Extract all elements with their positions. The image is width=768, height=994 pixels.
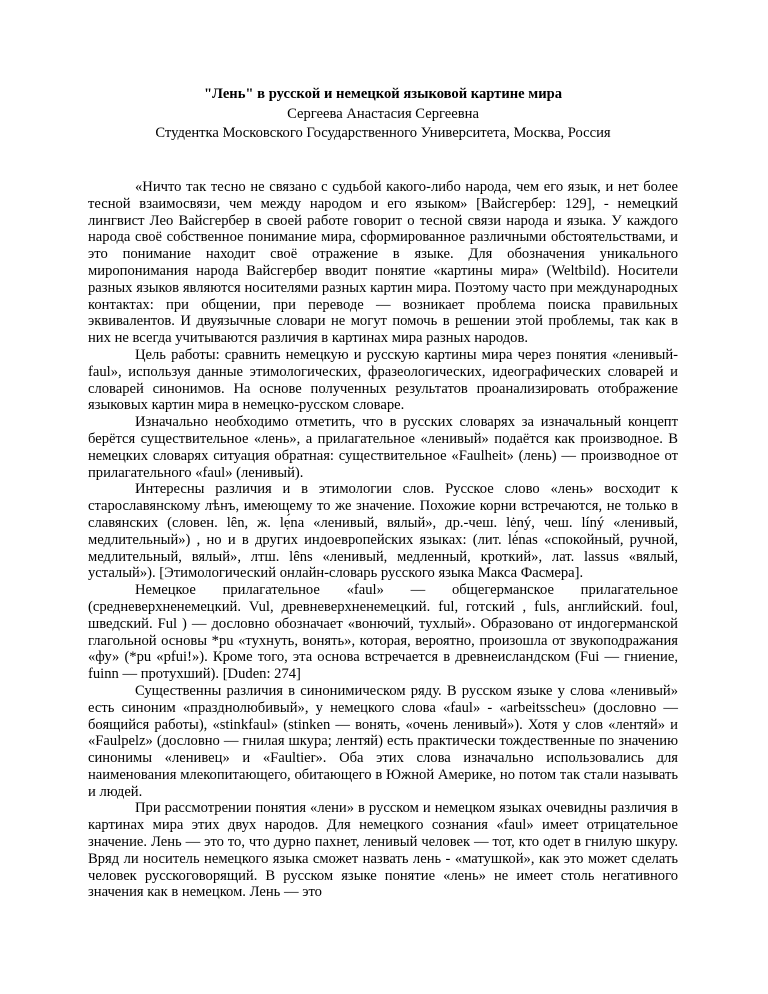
paragraph-etymology-russian: Интересны различия и в этимологии слов. Русское слово «лень» восходит к старославянскому лѣнъ, имеющему то же значение. Похожие корни встречаются, не только в славянских (словен. lȇn, ж. lẹ́na «ленивый, вялый», др.-чеш. lėný, чеш. líný «ленивый, медлительный») , но и в других индоевропейских языках: (лит. lė́nas «спокойный, ручной, медлительный, вялый», лтш. lȇns «ленивый, медленный, кроткий», лат. lassus «вялый, усталый»). [Этимологический онлайн-словарь русского языка Макса Фасмера].	[88, 481, 678, 582]
paragraph-synonyms: Существенны различия в синонимическом ряду. В русском языке у слова «ленивый» есть синоним «празднолюбивый», у немецкого слова «faul» - «arbeitsscheu» (дословно — боящийся работы), «stinkfaul» (stinken — вонять, «очень ленивый»). Хотя у слов «лентяй» и «Faulpelz» (дословно — гнилая шкура; лентяй) есть практически тождественные по значению синонимы «ленивец» и «Faultier». Оба этих слова изначально использовались для наименования млекопитающего, обитающего в Южной Америке, но потом так стали называть и людей.	[88, 682, 678, 800]
paragraph-intro: «Ничто так тесно не связано с судьбой какого-либо народа, чем его язык, и нет более тесной взаимосвязи, чем между народом и его языком» [Вайсгербер: 129], - немецкий лингвист Лео Вайсгербер в своей работе говорит о тесной связи народа и языка. У каждого народа своё собственное понимание мира, сформированное различными обстоятельствами, и это понимание находит своё отражение в языке. Для обозначения уникального миропонимания народа Вайсгербер вводит понятие «картины мира» (Weltbild). Носители разных языков являются носителями разных картин мира. Поэтому часто при международных контактах: при общении, при переводе — возникает проблема поиска правильных эквивалентов. И двуязычные словари не могут помочь в решении этой проблемы, так как в них не всегда учитываются различия в картинах мира разных народов.	[88, 179, 678, 347]
paper-header	[88, 85, 678, 144]
author-affiliation: Студентка Московского Государственного Университета, Москва, Россия	[155, 125, 611, 141]
paper-title: "Лень" в русской и немецкой языковой картине мира	[203, 86, 563, 102]
paragraph-etymology-german: Немецкое прилагательное «faul» — общегерманское прилагательное (средневерхненемецкий. Vul, древневерхненемецкий. ful, готский , fuls, английский. foul, шведский. Ful ) — дословно обозначает «вонючий, тухлый». Образовано от индогерманской глагольной основы *pu «тухнуть, вонять», которая, вероятно, произошла от звукоподражания «фу» (*pu «pfui!»). Кроме того, эта основа встречается в древнеисландском (Fui — гниение, fuinn — протухший). [Duden: 274]	[88, 582, 678, 683]
paragraph-concept: Изначально необходимо отметить, что в русских словарях за изначальный концепт берётся существительное «лень», а прилагательное «ленивый» подаётся как производное. В немецких словарях ситуация обратная: существительное «Faulheit» (лень) — производное от прилагательного «faul» (ленивый).	[88, 414, 678, 481]
paragraph-worldview: При рассмотрении понятия «лени» в русском и немецком языках очевидны различия в картинах мира этих двух народов. Для немецкого сознания «faul» имеет отрицательное значение. Лень — это то, что дурно пахнет, ленивый человек — тот, кто одет в гнилую шкуру. Вряд ли носитель немецкого языка сможет назвать лень - «матушкой», как это может сделать человек русскоговорящий. В русском языке понятие «лень» не имеет столь негативного значения как в немецком. Лень — это	[88, 800, 678, 901]
paragraph-goal: Цель работы: сравнить немецкую и русскую картины мира через понятия «ленивый-faul», используя данные этимологических, фразеологических, идеографических словарей и словарей синонимов. На основе полученных результатов проанализировать отображение языковых картин мира в немецко-русском словаре.	[88, 346, 678, 414]
author-name: Сергеева Анастасия Сергеевна	[287, 105, 479, 122]
paper-body	[88, 179, 678, 901]
